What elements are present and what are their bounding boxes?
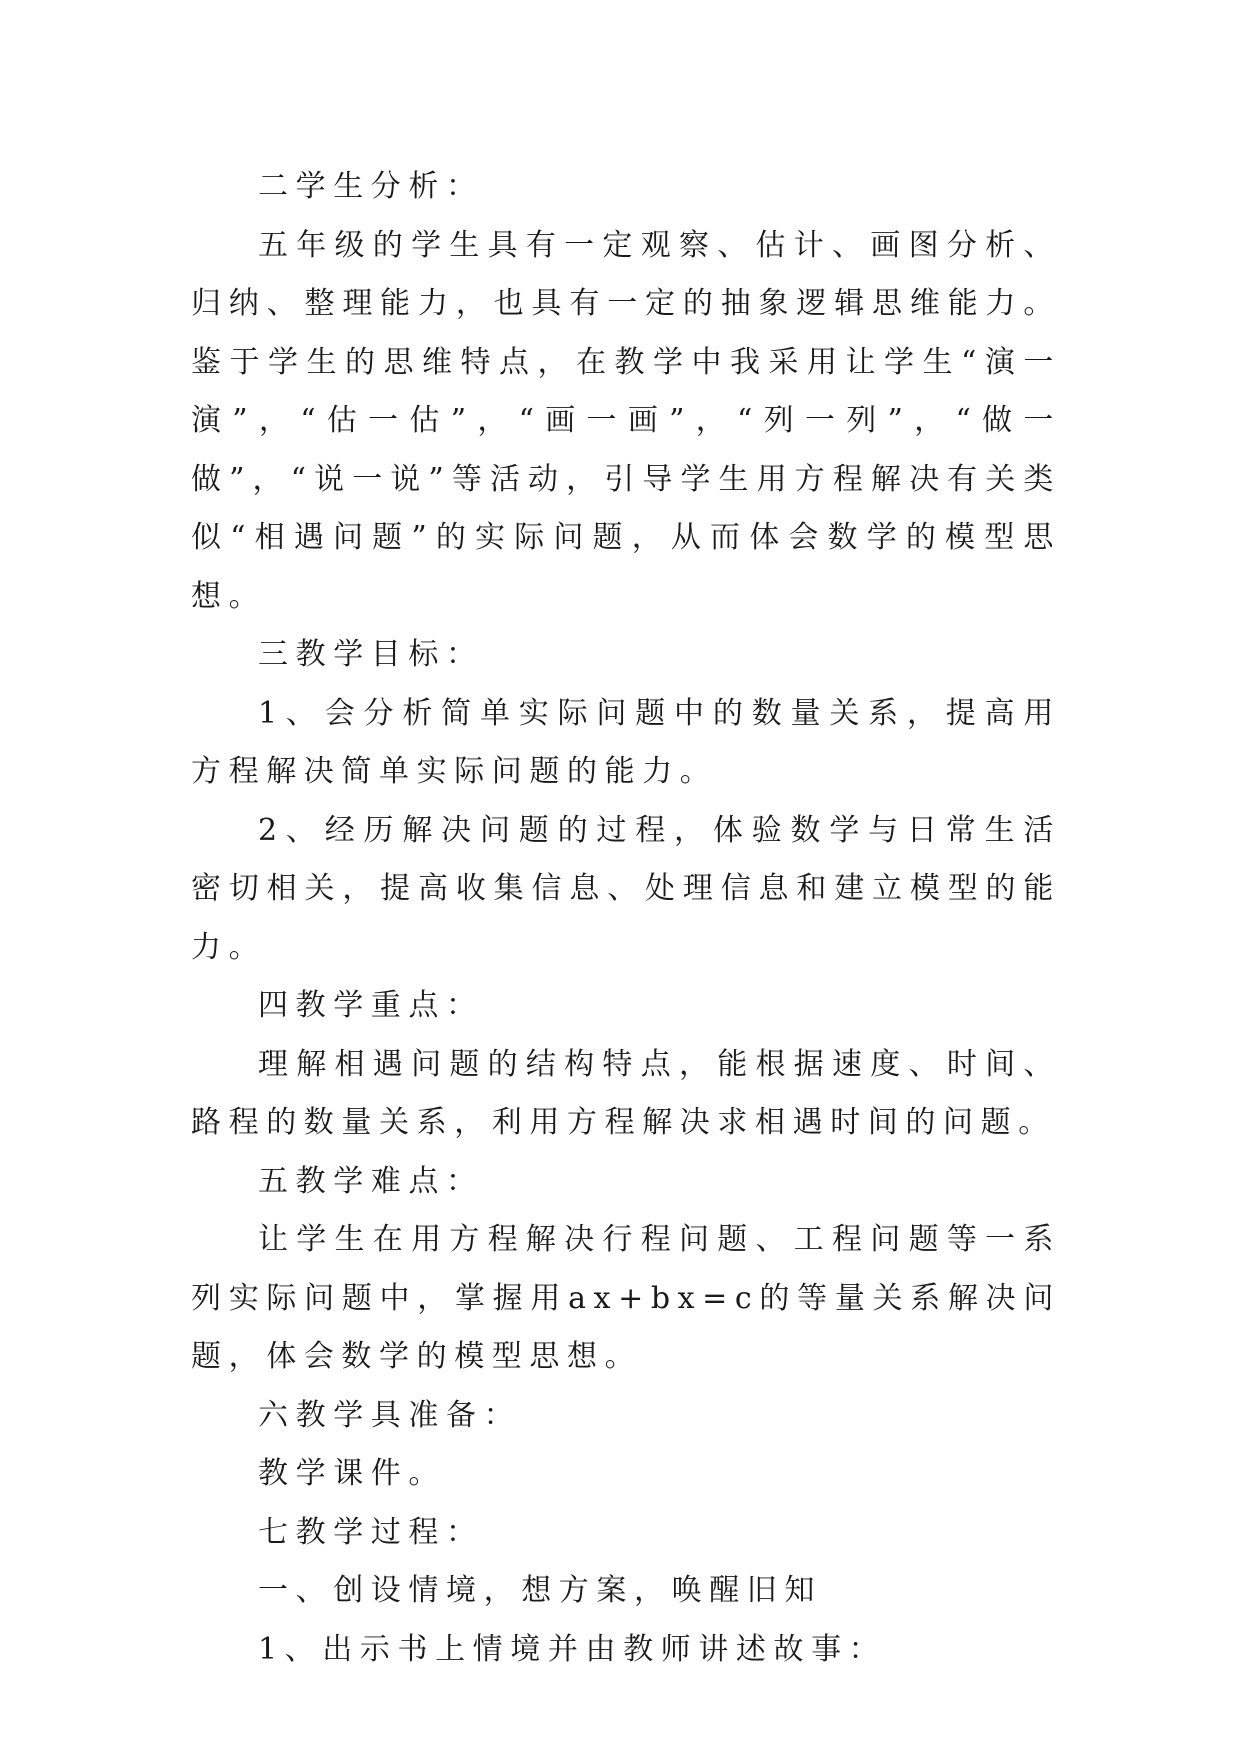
paragraph-difficulties: 让学生在用方程解决行程问题、工程问题等一系列实际问题中，掌握用ax+bx=c的等量关系解决问题，体会数学的模型思想。 xyxy=(191,1222,1061,1374)
heading-key-points: 四教学重点： xyxy=(258,988,484,1023)
document-body xyxy=(191,158,1061,1679)
paragraph-materials: 教学课件。 xyxy=(258,1456,446,1491)
heading-teaching-process: 七教学过程： xyxy=(258,1514,484,1550)
heading-student-analysis: 二学生分析： xyxy=(258,169,484,204)
paragraph-goal-2: 2、经历解决问题的过程，体验数学与日常生活密切相关，提高收集信息、处理信息和建立模型的能力。 xyxy=(191,812,1061,965)
heading-teaching-goals: 三教学目标： xyxy=(258,637,484,672)
paragraph-student-analysis: 五年级的学生具有一定观察、估计、画图分析、归纳、整理能力，也具有一定的抽象逻辑思维能力。鉴于学生的思维特点，在教学中我采用让学生“演一演”，“估一估”，“画一画”，“列一列”，“做一做”，“说一说”等活动，引导学生用方程解决有关类似“相遇问题”的实际问题，从而体会数学的模型思想。 xyxy=(191,227,1061,614)
paragraph-process-substep-1: 1、出示书上情境并由教师讲述故事： xyxy=(258,1631,887,1667)
heading-difficulties: 五教学难点： xyxy=(258,1163,484,1199)
paragraph-goal-1: 1、会分析简单实际问题中的数量关系，提高用方程解决简单实际问题的能力。 xyxy=(191,695,1061,789)
heading-materials: 六教学具准备： xyxy=(258,1397,522,1433)
paragraph-key-points: 理解相遇问题的结构特点，能根据速度、时间、路程的数量关系，利用方程解决求相遇时间的问题。 xyxy=(191,1046,1061,1140)
paragraph-process-step-1: 一、创设情境，想方案，唤醒旧知 xyxy=(258,1573,822,1608)
